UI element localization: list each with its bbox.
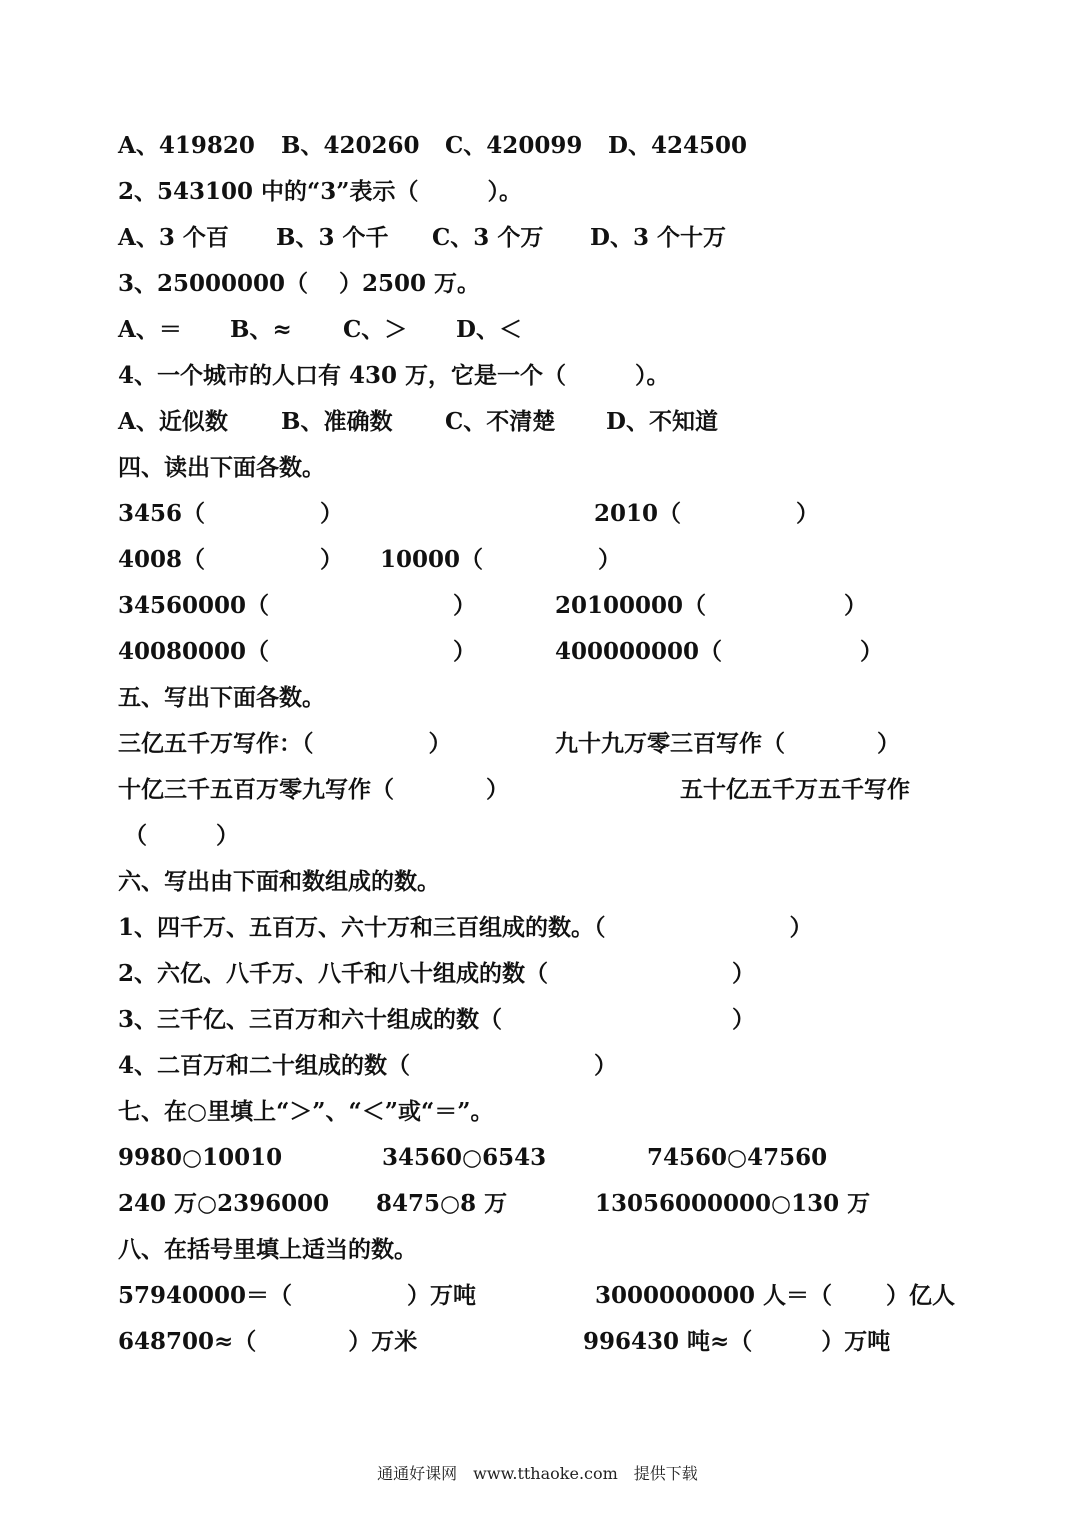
compose-item: 2、六亿、八千万、八千和八十组成的数（ ） xyxy=(118,960,756,987)
option-c: C、420099 xyxy=(445,132,583,159)
section-title: 六、写出由下面和数组成的数。 xyxy=(118,868,440,895)
section-title: 四、读出下面各数。 xyxy=(118,454,325,481)
section-title: 五、写出下面各数。 xyxy=(118,684,325,711)
compare-item: 34560○6543 xyxy=(382,1144,547,1171)
fill-item: 57940000＝（ ）万吨 xyxy=(118,1282,477,1309)
q2-text: 2、543100 中的“3”表示（ ）。 xyxy=(118,178,522,205)
page-footer: 通通好课网 www.tthaoke.com 提供下载 xyxy=(377,1464,698,1483)
write-item: 九十九万零三百写作（ ） xyxy=(555,730,900,757)
fill-item: 996430 吨≈（ ）万吨 xyxy=(583,1328,891,1355)
section-title: 八、在括号里填上适当的数。 xyxy=(118,1236,417,1263)
read-item: 400000000（ ） xyxy=(555,638,884,665)
option-b: B、3 个千 xyxy=(276,224,389,251)
compare-item: 13056000000○130 万 xyxy=(595,1190,871,1217)
compose-item: 4、二百万和二十组成的数（ ） xyxy=(118,1052,618,1079)
read-item: 20100000（ ） xyxy=(555,592,868,619)
write-item: （ ） xyxy=(124,822,239,849)
write-item: 五十亿五千万五千写作 xyxy=(680,776,910,803)
read-item: 4008（ ） xyxy=(118,546,344,573)
option-b: B、420260 xyxy=(281,132,420,159)
read-item: 10000（ ） xyxy=(380,546,622,573)
write-item: 十亿三千五百万零九写作（ ） xyxy=(118,776,509,803)
option-b: B、≈ xyxy=(230,316,292,343)
option-c: C、＞ xyxy=(343,316,408,343)
read-item: 40080000（ ） xyxy=(118,638,477,665)
write-item: 三亿五千万写作：（ ） xyxy=(118,730,452,757)
option-b: B、准确数 xyxy=(281,408,393,435)
option-a: A、3 个百 xyxy=(118,224,229,251)
option-c: C、3 个万 xyxy=(432,224,544,251)
option-d: D、424500 xyxy=(608,132,747,159)
option-d: D、不知道 xyxy=(606,408,718,435)
read-item: 3456（ ） xyxy=(118,500,344,527)
compare-item: 240 万○2396000 xyxy=(118,1190,330,1217)
option-d: D、3 个十万 xyxy=(590,224,726,251)
q3-text: 3、25000000（ ）2500 万。 xyxy=(118,270,481,297)
option-a: A、419820 xyxy=(118,132,255,159)
fill-item: 648700≈（ ）万米 xyxy=(118,1328,418,1355)
compare-item: 9980○10010 xyxy=(118,1144,283,1171)
compose-item: 1、四千万、五百万、六十万和三百组成的数。（ ） xyxy=(118,914,813,941)
fill-item: 3000000000 人＝（ ）亿人 xyxy=(595,1282,956,1309)
section-title: 七、在○里填上“＞”、“＜”或“＝”。 xyxy=(118,1098,494,1125)
option-c: C、不清楚 xyxy=(445,408,556,435)
option-a: A、近似数 xyxy=(118,408,228,435)
compare-item: 74560○47560 xyxy=(647,1144,828,1171)
compose-item: 3、三千亿、三百万和六十组成的数（ ） xyxy=(118,1006,756,1033)
compare-item: 8475○8 万 xyxy=(376,1190,508,1217)
option-a: A、＝ xyxy=(118,316,182,343)
q4-text: 4、一个城市的人口有 430 万，它是一个（ ）。 xyxy=(118,362,670,389)
option-d: D、＜ xyxy=(456,316,522,343)
read-item: 34560000（ ） xyxy=(118,592,477,619)
read-item: 2010（ ） xyxy=(594,500,820,527)
